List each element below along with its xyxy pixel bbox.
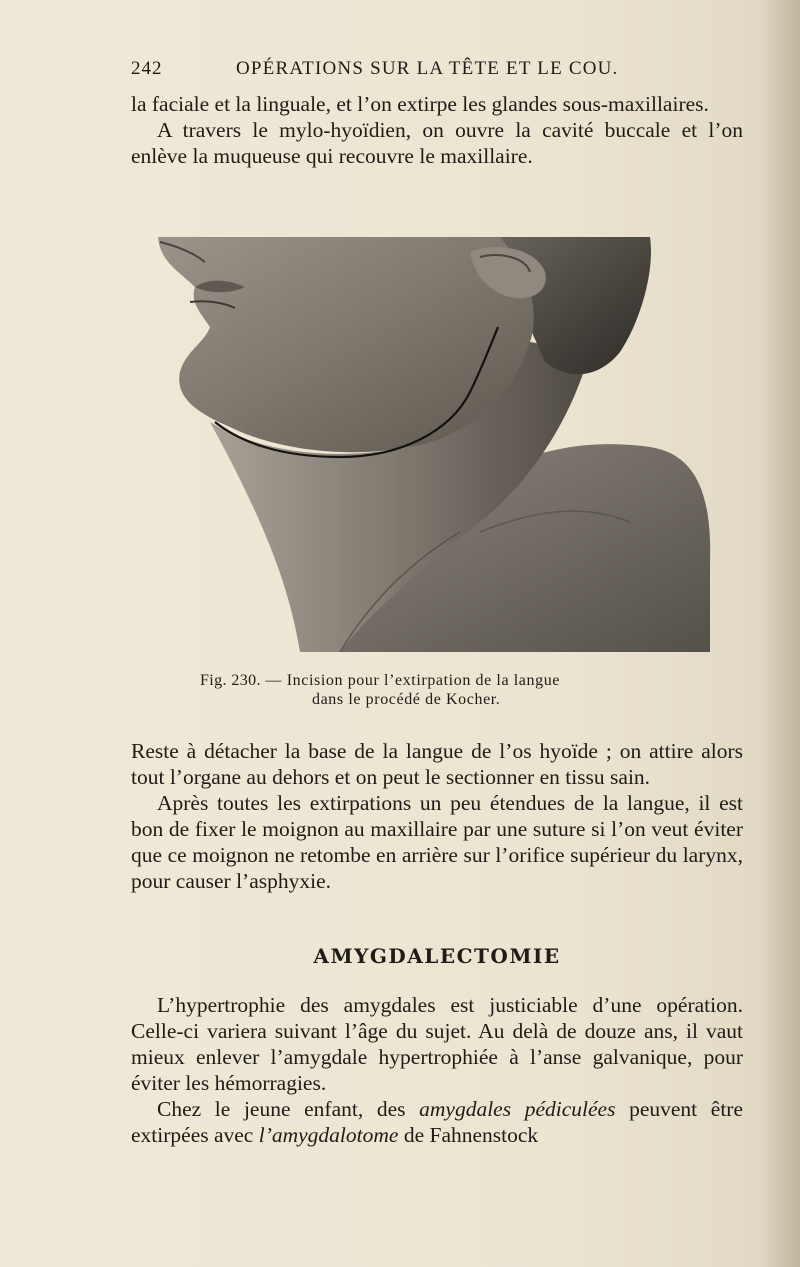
section-title: AMYGDALECTOMIE — [313, 944, 561, 968]
paragraph — [131, 1096, 743, 1148]
text-run: Chez le jeune enfant, des — [157, 1097, 420, 1121]
text-run: peuvent être extirpées avec — [131, 1097, 743, 1147]
caption-line-2: dans le procédé de Kocher. — [312, 691, 501, 708]
italic-term: amygdales pédiculées — [419, 1097, 616, 1121]
running-head — [131, 58, 741, 82]
running-title: OPÉRATIONS SUR LA TÊTE ET LE COU. — [236, 58, 619, 79]
figure-caption — [200, 671, 680, 709]
neck-illustration — [150, 232, 715, 652]
paragraph: L’hypertrophie des amygdales est justiciable d’une opération. Celle-ci variera suivant l’âge du sujet. Au delà de douze ans, il vaut mieux enlever l’amygdale hypertrophiée à l’anse galvanique, pour éviter les hémorragies. — [131, 993, 743, 1095]
paragraph: Reste à détacher la base de la langue de l’os hyoïde ; on attire alors tout l’organe au dehors et on peut le sectionner en tissu sain. — [131, 739, 743, 789]
caption-line-1: — Incision pour l’extirpation de la langue — [260, 672, 561, 689]
paragraph: la faciale et la linguale, et l’on extirpe les glandes sous-maxillaires. — [131, 92, 709, 116]
figure-label: Fig. 230. — [200, 672, 261, 689]
paragraph: Après toutes les extirpations un peu étendues de la langue, il est bon de fixer le moignon au maxillaire par une suture si l’on veut éviter que ce moignon ne retombe en arrière sur l’orifice supérieur du larynx, pour causer l’asphyxie. — [131, 791, 743, 893]
middle-text-block — [131, 738, 743, 894]
top-text-block — [131, 91, 743, 169]
page-number: 242 — [131, 58, 163, 79]
paragraph: A travers le mylo-hyoïdien, on ouvre la cavité buccale et l’on enlève la muqueuse qui recouvre le maxillaire. — [131, 118, 743, 168]
italic-term: l’amygdalotome — [258, 1123, 399, 1147]
text-run: de Fahnenstock — [398, 1123, 539, 1147]
figure-illustration — [150, 232, 715, 652]
spine-shadow — [760, 0, 800, 1267]
bottom-text-block — [131, 992, 743, 1148]
